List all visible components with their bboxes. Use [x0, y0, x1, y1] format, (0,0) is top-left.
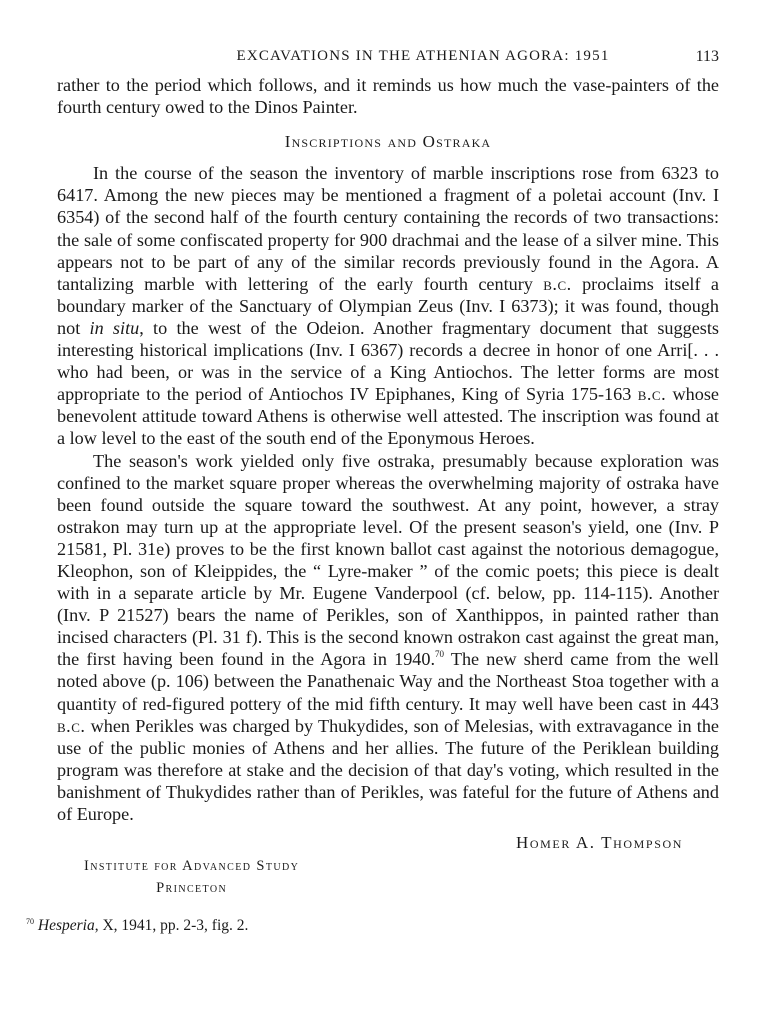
text-run: The season's work yielded only five ostraka, presumably because exploration was confined to the market square proper whereas the overwhelming majority of ostraka have been found outside the square toward the southwest. At any point, however, a stray ostrakon may turn up at the appropriate level. Of the present season's yield, one (Inv. P 21581, Pl. 31e) proves to be the first known ballot cast against the notorious demagogue, Kleophon, son of Kleippides, the “ Lyre-maker ” of the comic poets; this piece is dealt with in a separate article by Mr. Eugene Vanderpool (cf. below, pp. 114-115). Another (Inv. P 21527) bears the name of Perikles, son of Xanthippos, in painted rather than incised characters (Pl. 31 f). This is the second known ostrakon cast against the great man, the first having been found in the Agora in 1940. [57, 450, 719, 670]
signature-block [57, 825, 719, 905]
author-name: Homer A. Thompson [516, 833, 683, 853]
footnote-citation: , X, 1941, pp. 2-3, fig. 2. [94, 917, 249, 934]
era-abbreviation: b.c. [543, 273, 572, 294]
author-affiliation [84, 855, 299, 899]
footnote [26, 917, 248, 935]
article-body [57, 74, 719, 825]
text-run: whose benevolent attitude toward Athens is otherwise well attested. The inscription was found at a low level to the east of the south end of the Eponymous Heroes. [57, 384, 719, 449]
text-run: The new sherd came from the well noted above (p. 106) between the Panathenaic Way and the Northeast Stoa together with a quantity of red-figured pottery of the mid fifth century. It may well have been cast in 443 [57, 649, 719, 714]
footnote-reference[interactable]: 70 [435, 649, 445, 660]
latin-phrase: in situ [89, 317, 140, 338]
running-head-title: EXCAVATIONS IN THE ATHENIAN AGORA: 1951 [236, 48, 610, 64]
era-abbreviation: b.c. [637, 384, 667, 405]
inscriptions-paragraph [57, 162, 719, 449]
running-head [57, 48, 719, 74]
text-run: , to the west of the Odeion. Another fragmentary document that suggests interesting historical implications (Inv. I 6367) records a decree in honor of one Arri[. . . who had been, or was in the service of a King Antiochos. The letter forms are most appropriate to the period of Antiochos IV Epiphanes, King of Syria 175-163 [57, 317, 719, 405]
section-heading: Inscriptions and Ostraka [284, 132, 492, 152]
footnote-journal: Hesperia [37, 917, 95, 934]
institution-name: Institute for Advanced Study [84, 858, 300, 875]
text-run: In the course of the season the inventory of marble inscriptions rose from 6323 to 6417. Among the new pieces may be mentioned a fragment of a poletai account (Inv. I 6354) of the second half of the fourth century containing the records of two transactions: the sale of some confiscated property for 900 drachmai and the lease of a silver mine. This appears not to be part of any of the similar records previously found in the Agora. A tantalizing marble with lettering of the early fourth century [57, 163, 719, 294]
ostraka-paragraph [57, 450, 719, 826]
institution-place: Princeton [156, 880, 228, 897]
footnote-marker: 70 [26, 917, 34, 926]
page-number: 113 [695, 48, 719, 65]
article-page [57, 48, 719, 905]
era-abbreviation: b.c. [57, 715, 86, 736]
text-run: proclaims itself a boundary marker of the Sanctuary of Olympian Zeus (Inv. I 6373); it was found, though not [57, 273, 719, 338]
text-run: when Perikles was charged by Thukydides, son of Melesias, with extravagance in the use of the public monies of Athens and her allies. The future of the Periklean building program was therefore at stake and the decision of that day's voting, which resulted in the banishment of Thukydides rather than of Perikles, was fateful for the future of Athens and of Europe. [57, 715, 719, 824]
continuation-paragraph: rather to the period which follows, and it reminds us how much the vase-painters of the fourth century owed to the Dinos Painter. [57, 75, 719, 118]
